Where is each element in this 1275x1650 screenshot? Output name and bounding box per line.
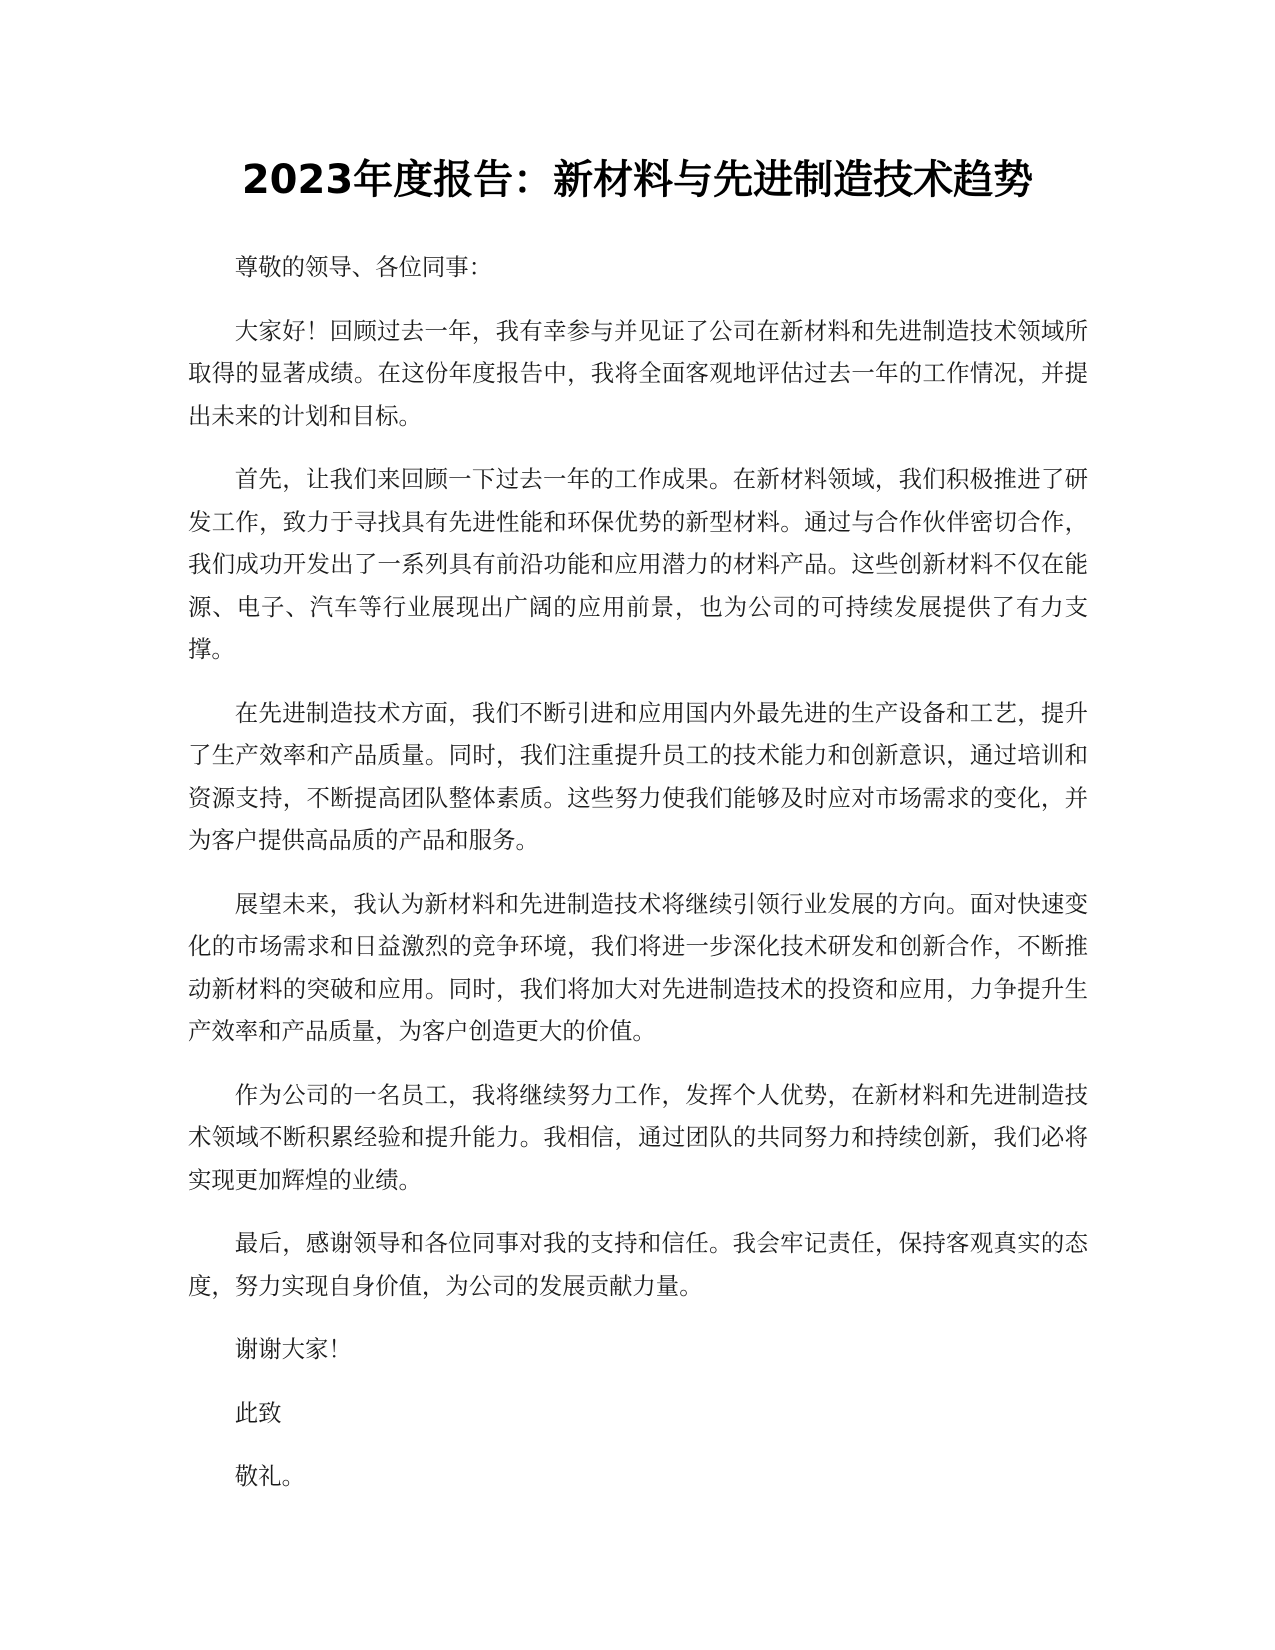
paragraph-thanks: 最后，感谢领导和各位同事对我的支持和信任。我会牢记责任，保持客观真实的态度，努力实现自身价值，为公司的发展贡献力量。 bbox=[188, 1229, 1088, 1300]
closing-jingli: 敬礼。 bbox=[234, 1462, 305, 1490]
closing-thanks: 谢谢大家！ bbox=[234, 1335, 352, 1363]
paragraph-commitment: 作为公司的一名员工，我将继续努力工作，发挥个人优势，在新材料和先进制造技术领域不断积累经验和提升能力。我相信，通过团队的共同努力和持续创新，我们必将实现更加辉煌的业绩。 bbox=[188, 1080, 1088, 1194]
paragraph-intro: 大家好！回顾过去一年，我有幸参与并见证了公司在新材料和先进制造技术领域所取得的显著成绩。在这份年度报告中，我将全面客观地评估过去一年的工作情况，并提出未来的计划和目标。 bbox=[188, 316, 1088, 430]
closing-cizhi: 此致 bbox=[234, 1398, 282, 1427]
document-body bbox=[188, 246, 1088, 1519]
document-title: 2023年度报告：新材料与先进制造技术趋势 bbox=[241, 157, 1034, 203]
salutation: 尊敬的领导、各位同事： bbox=[234, 253, 493, 281]
paragraph-outlook: 展望未来，我认为新材料和先进制造技术将继续引领行业发展的方向。面对快速变化的市场需求和日益激烈的竞争环境，我们将进一步深化技术研发和创新合作，不断推动新材料的突破和应用。同时，我们将加大对先进制造技术的投资和应用，力争提升生产效率和产品质量，为客户创造更大的价值。 bbox=[188, 889, 1088, 1045]
paragraph-new-materials: 首先，让我们来回顾一下过去一年的工作成果。在新材料领域，我们积极推进了研发工作，致力于寻找具有先进性能和环保优势的新型材料。通过与合作伙伴密切合作，我们成功开发出了一系列具有前沿功能和应用潜力的材料产品。这些创新材料不仅在能源、电子、汽车等行业展现出广阔的应用前景，也为公司的可持续发展提供了有力支撑。 bbox=[188, 465, 1088, 663]
paragraph-manufacturing: 在先进制造技术方面，我们不断引进和应用国内外最先进的生产设备和工艺，提升了生产效率和产品质量。同时，我们注重提升员工的技术能力和创新意识，通过培训和资源支持，不断提高团队整体素质。这些努力使我们能够及时应对市场需求的变化，并为客户提供高品质的产品和服务。 bbox=[188, 698, 1088, 854]
